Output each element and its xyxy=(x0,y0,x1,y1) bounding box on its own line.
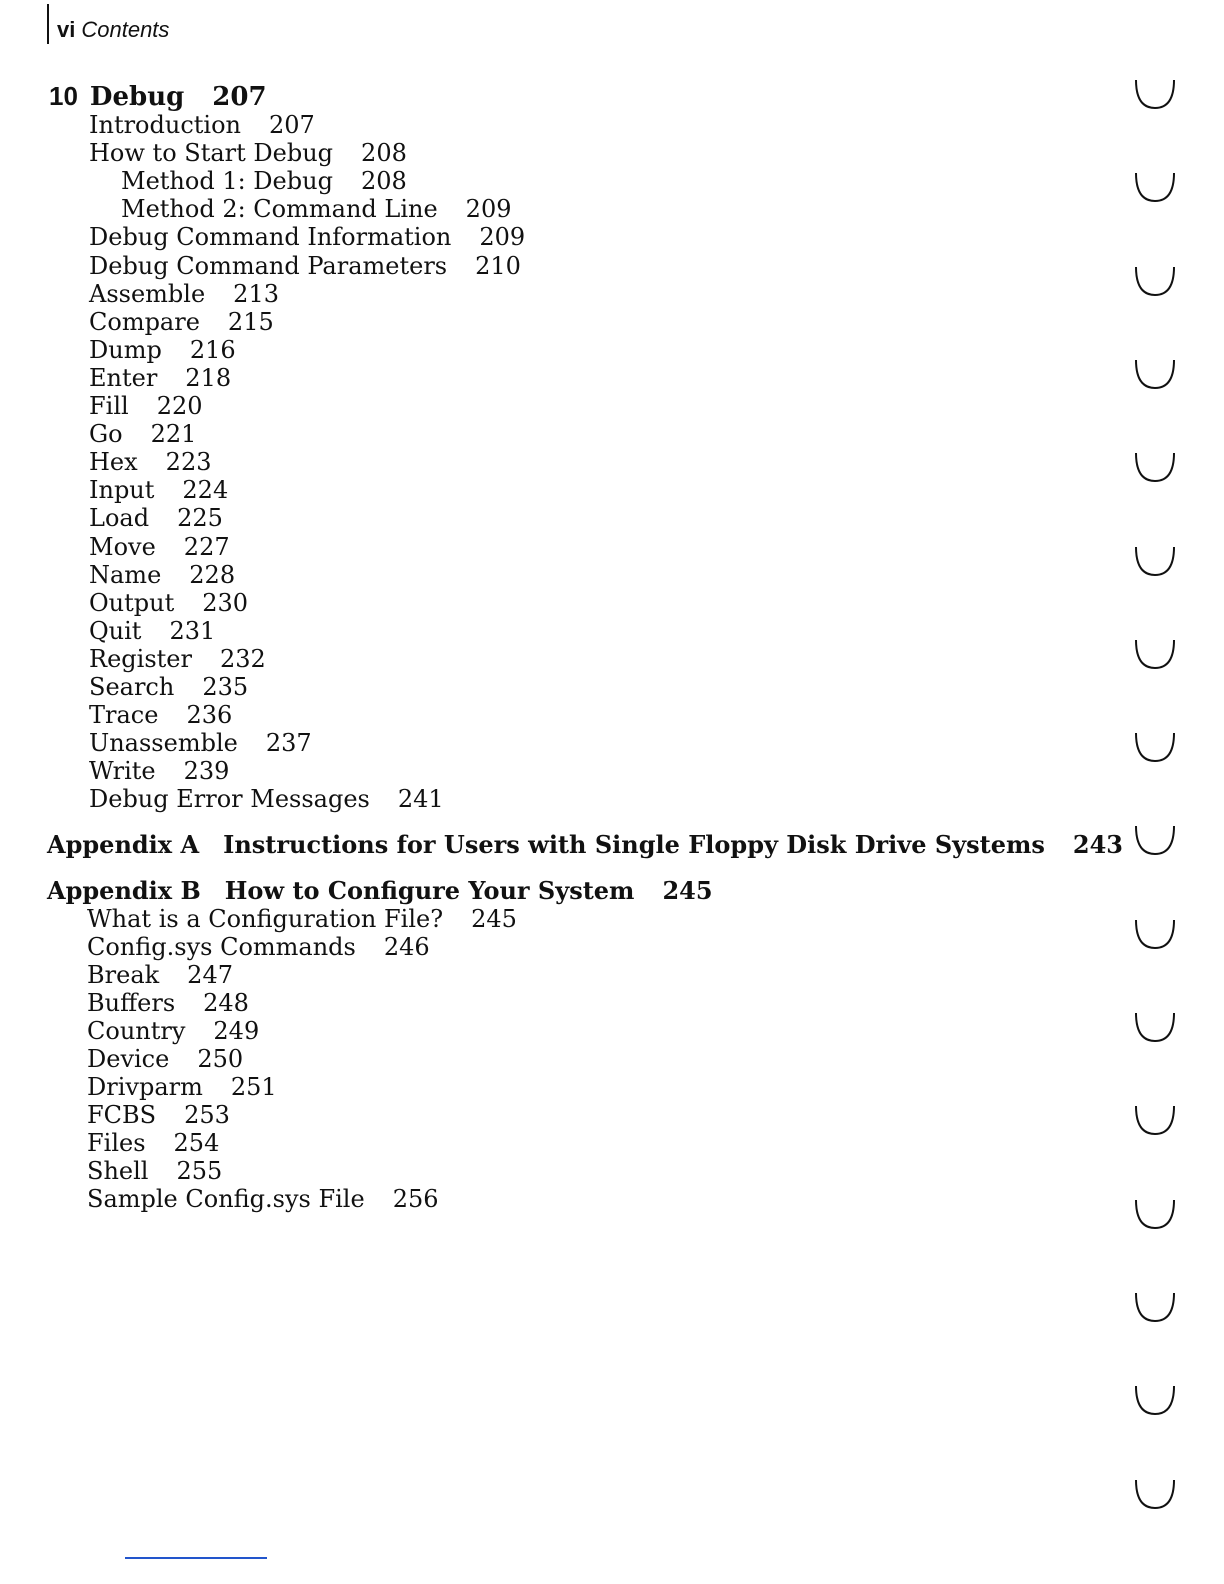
binder-hole-icon xyxy=(1132,169,1178,205)
chapter-title: Debug xyxy=(89,82,185,112)
binder-hole-icon xyxy=(1132,356,1178,392)
entry-page: 209 xyxy=(465,195,512,224)
binder-hole-icon xyxy=(1132,449,1178,485)
toc-entry[interactable] xyxy=(89,280,279,308)
binder-hole-icon xyxy=(1132,636,1178,672)
entry-page: 237 xyxy=(265,729,312,758)
toc-entry[interactable] xyxy=(89,729,312,757)
binder-hole-icon xyxy=(1132,1196,1178,1232)
toc-entry[interactable] xyxy=(89,139,407,167)
entry-title: Device xyxy=(87,1045,170,1073)
entry-title: Input xyxy=(89,476,155,505)
toc-entry[interactable] xyxy=(87,1101,230,1129)
entry-page: 208 xyxy=(361,139,407,168)
entry-page: 241 xyxy=(397,785,444,814)
toc-entry[interactable] xyxy=(87,1073,277,1101)
appendix-b-page: 245 xyxy=(662,876,713,905)
entry-page: 220 xyxy=(156,392,203,420)
toc-entry[interactable] xyxy=(89,364,231,392)
entry-title: Method 1: Debug xyxy=(121,167,333,196)
binder-hole-icon xyxy=(1132,1102,1178,1138)
toc-entry[interactable] xyxy=(89,476,228,504)
entry-page: 250 xyxy=(197,1045,244,1073)
entry-page: 227 xyxy=(183,532,230,561)
toc-entry[interactable] xyxy=(87,1017,259,1045)
toc-entry[interactable] xyxy=(89,617,215,645)
entry-page: 253 xyxy=(184,1101,230,1129)
entry-title: Fill xyxy=(89,392,129,420)
entry-title: Buffers xyxy=(87,989,176,1017)
entry-title: Enter xyxy=(89,363,158,392)
entry-title: Move xyxy=(89,532,156,561)
entry-title: Debug Command Information xyxy=(89,223,452,252)
toc-entry[interactable] xyxy=(89,701,232,729)
binder-hole-icon xyxy=(1132,729,1178,765)
entry-title: Country xyxy=(87,1017,186,1045)
binder-hole-icon xyxy=(1132,916,1178,952)
appendix-b-heading[interactable] xyxy=(47,877,713,905)
toc-entry[interactable] xyxy=(89,223,525,251)
toc-entry[interactable] xyxy=(121,167,407,195)
entry-title: Shell xyxy=(87,1157,149,1185)
toc-entry[interactable] xyxy=(89,785,444,813)
entry-page: 215 xyxy=(227,307,274,336)
binder-hole-icon xyxy=(1132,822,1178,858)
binder-hole-icon xyxy=(1132,76,1178,112)
entry-page: 236 xyxy=(186,701,233,730)
section-title: Contents xyxy=(81,17,170,42)
entry-page: 216 xyxy=(189,335,236,364)
entry-title: Write xyxy=(89,757,156,786)
entry-page: 224 xyxy=(182,476,229,505)
entry-page: 221 xyxy=(150,420,197,449)
entry-page: 232 xyxy=(219,644,266,673)
entry-title: Config.sys Commands xyxy=(87,933,356,961)
entry-title: Method 2: Command Line xyxy=(121,195,438,224)
page-number: vi xyxy=(57,17,76,42)
entry-title: Compare xyxy=(89,307,200,336)
entry-title: Files xyxy=(87,1129,146,1157)
entry-page: 248 xyxy=(203,989,249,1017)
entry-title: How to Start Debug xyxy=(89,139,334,168)
entry-page: 239 xyxy=(183,757,230,786)
binder-hole-icon xyxy=(1132,1382,1178,1418)
entry-page: 209 xyxy=(479,223,526,252)
entry-page: 210 xyxy=(475,251,521,280)
entry-title: Go xyxy=(89,420,123,449)
entry-title: Debug Command Parameters xyxy=(89,251,448,280)
entry-title: Register xyxy=(89,644,192,673)
entry-page: 255 xyxy=(176,1157,223,1185)
toc-entry[interactable] xyxy=(89,392,203,420)
toc-entry[interactable] xyxy=(89,111,315,139)
entry-title: Output xyxy=(89,588,175,617)
entry-title: Name xyxy=(89,560,162,589)
toc-entry[interactable] xyxy=(89,589,248,617)
chapter-page: 207 xyxy=(212,82,267,112)
entry-title: Assemble xyxy=(89,279,206,308)
toc-entry[interactable] xyxy=(89,673,248,701)
toc-entry[interactable] xyxy=(89,645,266,673)
entry-page: 245 xyxy=(471,905,517,933)
entry-page: 208 xyxy=(360,167,407,196)
toc-entry[interactable] xyxy=(89,757,229,785)
appendix-b-label: Appendix B xyxy=(47,876,201,905)
entry-title: Trace xyxy=(89,701,159,730)
entry-page: 251 xyxy=(230,1073,277,1101)
toc-entry[interactable] xyxy=(87,1045,243,1073)
entry-title: Debug Error Messages xyxy=(89,785,370,814)
entry-title: Drivparm xyxy=(87,1073,203,1101)
binder-hole-icon xyxy=(1132,543,1178,579)
entry-title: Break xyxy=(87,961,160,989)
entry-page: 225 xyxy=(177,504,223,533)
appendix-a-heading[interactable] xyxy=(47,831,1123,859)
appendix-a-label: Appendix A xyxy=(47,830,200,859)
toc-entry[interactable] xyxy=(87,1129,219,1157)
toc-entry[interactable] xyxy=(87,905,517,933)
entry-title: FCBS xyxy=(87,1101,157,1129)
toc-entry[interactable] xyxy=(89,533,230,561)
entry-title: Sample Config.sys File xyxy=(87,1185,365,1213)
appendix-a-title: Instructions for Users with Single Floppy Disk Drive Systems xyxy=(223,830,1045,859)
entry-page: 207 xyxy=(269,111,315,139)
toc-entry[interactable] xyxy=(89,448,211,476)
binder-hole-icon xyxy=(1132,1476,1178,1512)
binder-hole-icon xyxy=(1132,1009,1178,1045)
entry-page: 235 xyxy=(202,673,249,701)
entry-page: 228 xyxy=(189,560,236,589)
toc-entry[interactable] xyxy=(87,1157,222,1185)
toc-entry[interactable] xyxy=(89,308,274,336)
entry-page: 254 xyxy=(173,1129,220,1157)
bottom-rule xyxy=(125,1557,267,1559)
entry-title: Search xyxy=(89,673,175,701)
header-rule xyxy=(47,4,49,44)
entry-title: What is a Configuration File? xyxy=(87,905,444,933)
toc-entry[interactable] xyxy=(121,195,511,223)
entry-title: Load xyxy=(89,504,150,533)
toc-entry[interactable] xyxy=(87,961,233,989)
entry-page: 213 xyxy=(233,279,279,308)
binder-hole-icon xyxy=(1132,263,1178,299)
toc-entry[interactable] xyxy=(87,933,430,961)
toc-entry[interactable] xyxy=(89,252,521,280)
running-head xyxy=(57,16,169,44)
toc-entry[interactable] xyxy=(89,561,235,589)
entry-page: 247 xyxy=(187,961,233,989)
toc-entry[interactable] xyxy=(89,504,223,532)
entry-page: 231 xyxy=(169,616,216,645)
entry-page: 218 xyxy=(185,363,232,392)
toc-entry[interactable] xyxy=(87,989,249,1017)
appendix-a-page: 243 xyxy=(1072,830,1124,859)
binder-holes xyxy=(1124,0,1184,1584)
entry-title: Introduction xyxy=(89,111,241,139)
chapter-number: 10 xyxy=(49,81,78,111)
chapter-heading[interactable] xyxy=(49,82,267,111)
entry-page: 223 xyxy=(165,448,212,477)
entry-title: Quit xyxy=(89,616,142,645)
entry-title: Dump xyxy=(89,335,162,364)
entry-page: 256 xyxy=(392,1185,439,1213)
entry-page: 249 xyxy=(213,1017,260,1045)
entry-page: 230 xyxy=(202,588,249,617)
entry-title: Unassemble xyxy=(89,729,238,758)
toc-entry[interactable] xyxy=(89,420,196,448)
entry-page: 246 xyxy=(383,933,430,961)
toc-entry[interactable] xyxy=(89,336,236,364)
binder-hole-icon xyxy=(1132,1289,1178,1325)
entry-title: Hex xyxy=(89,448,138,477)
appendix-b-title: How to Configure Your System xyxy=(224,876,635,905)
toc-entry[interactable] xyxy=(87,1185,439,1213)
